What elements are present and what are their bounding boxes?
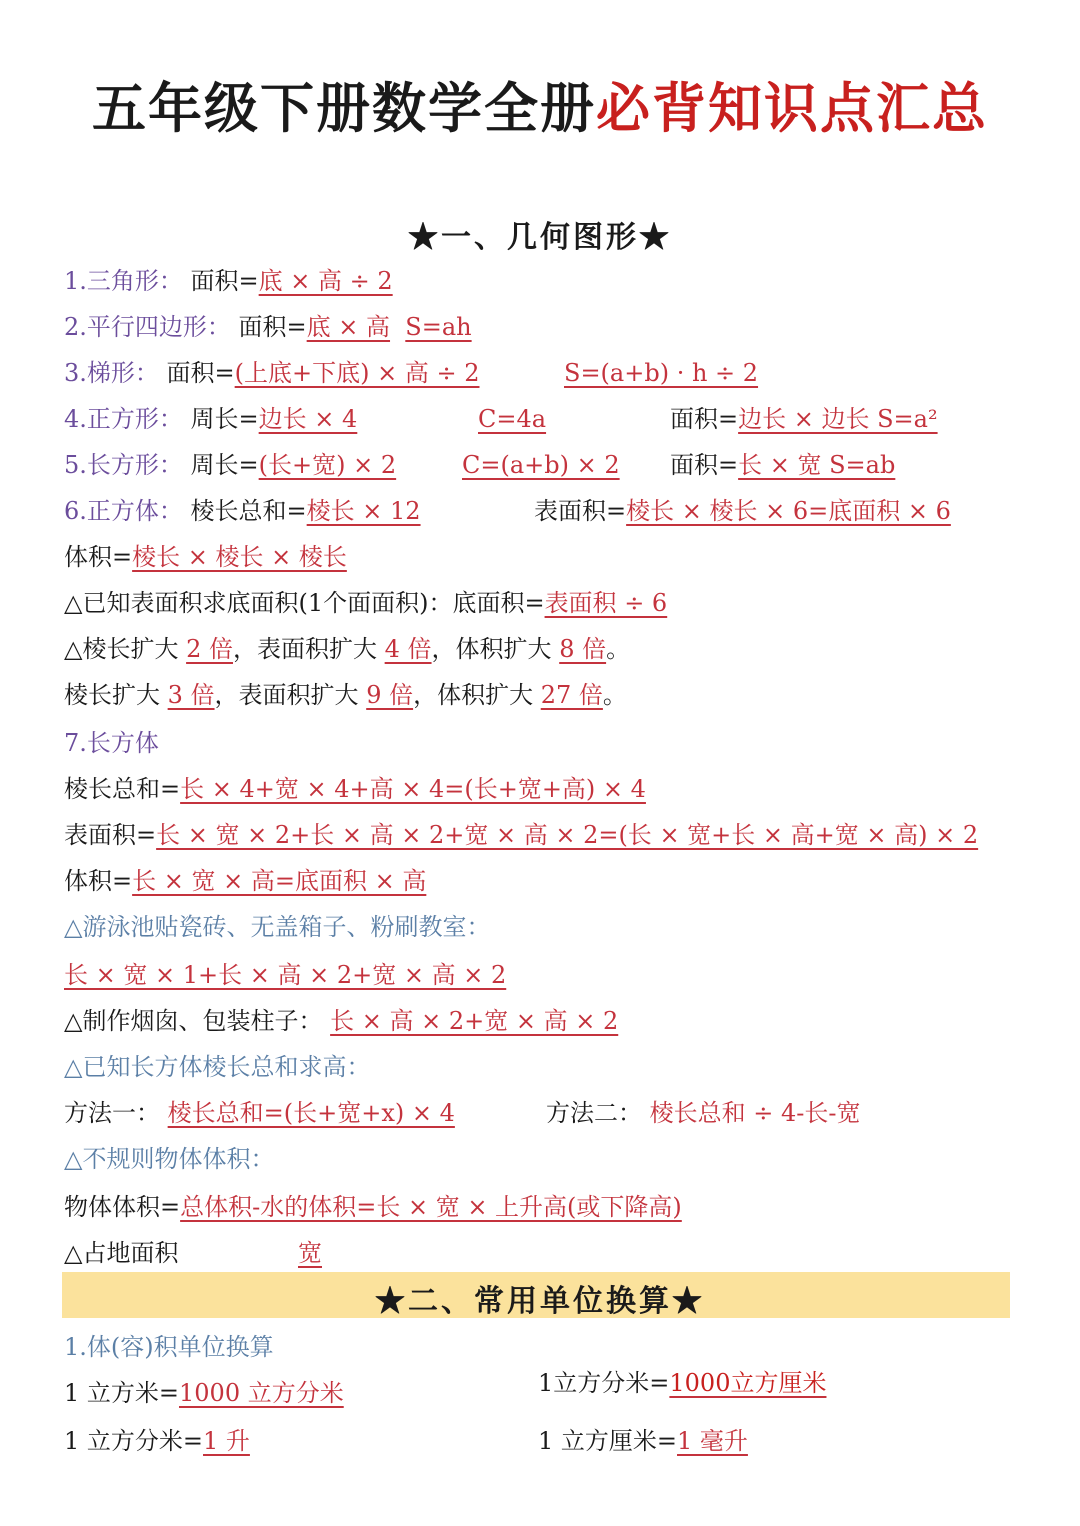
text: 面积= bbox=[190, 267, 259, 295]
row-square bbox=[64, 402, 357, 436]
square-area bbox=[670, 402, 938, 436]
answer: 4 倍 bbox=[384, 635, 432, 663]
answer: 棱长总和=(长+宽+x) × 4 bbox=[167, 1099, 455, 1127]
row-triangle bbox=[64, 264, 393, 298]
text: 面积= bbox=[166, 359, 235, 387]
answer: 8 倍 bbox=[559, 635, 607, 663]
row-scale-3 bbox=[64, 678, 627, 712]
label-rectangle: 5.长方形： bbox=[64, 451, 183, 479]
answer: 长 × 高 × 2+宽 × 高 × 2 bbox=[330, 1007, 619, 1035]
answer-formula: C=4a bbox=[478, 405, 547, 433]
answer: 边长 × 4 bbox=[258, 405, 358, 433]
text: 1 立方分米= bbox=[64, 1427, 204, 1455]
answer: 1 升 bbox=[203, 1427, 250, 1455]
answer: 9 倍 bbox=[366, 681, 414, 709]
answer: 长 × 宽 S=ab bbox=[738, 451, 896, 479]
row-unit-1 bbox=[64, 1376, 344, 1410]
row-method-2 bbox=[546, 1096, 861, 1130]
answer: 底 × 高 bbox=[306, 313, 391, 341]
row-tiling-formula bbox=[64, 958, 506, 992]
answer: 长 × 宽 × 高=底面积 × 高 bbox=[132, 867, 427, 895]
text: 。 bbox=[602, 681, 627, 709]
rectangle-perimeter-formula bbox=[462, 448, 620, 482]
answer: 27 倍 bbox=[540, 681, 603, 709]
answer: 长 × 4+宽 × 4+高 × 4=(长+宽+高) × 4 bbox=[180, 775, 646, 803]
label-cuboid: 7.长方体 bbox=[64, 729, 159, 757]
text: ，表面积扩大 bbox=[214, 681, 367, 709]
text: 表面积= bbox=[534, 497, 627, 525]
text: 物体体积= bbox=[64, 1193, 181, 1221]
square-perimeter-formula bbox=[478, 402, 546, 436]
row-cuboid-surface bbox=[64, 818, 978, 852]
rectangle-area bbox=[670, 448, 895, 482]
row-unit-4 bbox=[538, 1424, 748, 1458]
text: 周长= bbox=[190, 405, 259, 433]
answer: 2 倍 bbox=[186, 635, 233, 663]
answer: 长 × 宽 × 1+长 × 高 × 2+宽 × 高 × 2 bbox=[64, 961, 507, 989]
label-cube: 6.正方体： bbox=[64, 497, 183, 525]
answer: 长 × 宽 × 2+长 × 高 × 2+宽 × 高 × 2=(长 × 宽+长 × 高+宽 × 高) × 2 bbox=[156, 821, 979, 849]
text: 面积= bbox=[238, 313, 307, 341]
text: 棱长扩大 bbox=[64, 681, 168, 709]
cube-surface-area bbox=[534, 494, 951, 528]
label-parallelogram: 2.平行四边形： bbox=[64, 313, 231, 341]
row-base-area bbox=[64, 586, 667, 620]
label-irregular-volume: △不规则物体体积： bbox=[64, 1145, 275, 1173]
row-unit-2 bbox=[538, 1366, 826, 1400]
row-floor-area bbox=[64, 1236, 178, 1270]
label-triangle: 1.三角形： bbox=[64, 267, 183, 295]
answer-formula: C=(a+b) × 2 bbox=[462, 451, 620, 479]
label-tiling: △游泳池贴瓷砖、无盖箱子、粉刷教室： bbox=[64, 913, 491, 941]
row-parallelogram bbox=[64, 310, 472, 344]
label-find-height: △已知长方体棱长总和求高： bbox=[64, 1053, 371, 1081]
answer-formula: S=ah bbox=[405, 313, 472, 341]
text: 面积= bbox=[670, 405, 739, 433]
answer: 总体积-水的体积=长 × 宽 × 上升高(或下降高) bbox=[180, 1193, 682, 1221]
text: ，体积扩大 bbox=[431, 635, 560, 663]
answer: 棱长 × 棱长 × 棱长 bbox=[132, 543, 347, 571]
row-object-volume bbox=[64, 1190, 682, 1224]
answer: 表面积 ÷ 6 bbox=[544, 589, 668, 617]
row-cuboid-volume bbox=[64, 864, 426, 898]
answer: 棱长 × 12 bbox=[306, 497, 421, 525]
section-heading-units: ★二、常用单位换算★ bbox=[375, 1284, 705, 1319]
text: 。 bbox=[606, 635, 631, 663]
answer: 底 × 高 ÷ 2 bbox=[258, 267, 393, 295]
text: 表面积= bbox=[64, 821, 157, 849]
text: 1立方分米= bbox=[538, 1369, 670, 1397]
answer: 1 毫升 bbox=[677, 1427, 748, 1455]
answer: 棱长 × 棱长 × 6=底面积 × 6 bbox=[626, 497, 951, 525]
label-square: 4.正方形： bbox=[64, 405, 183, 433]
text: △制作烟囱、包装柱子： bbox=[64, 1007, 323, 1035]
row-chimney bbox=[64, 1004, 618, 1038]
text: 1 立方米= bbox=[64, 1379, 180, 1407]
row-scale-2 bbox=[64, 632, 630, 666]
row-rectangle bbox=[64, 448, 396, 482]
text: 棱长总和= bbox=[190, 497, 307, 525]
answer: (上底+下底) × 高 ÷ 2 bbox=[234, 359, 480, 387]
row-cuboid-edges bbox=[64, 772, 646, 806]
text: △占地面积 bbox=[64, 1239, 179, 1267]
answer: 3 倍 bbox=[167, 681, 215, 709]
answer: 宽 bbox=[298, 1239, 322, 1267]
text: ，体积扩大 bbox=[413, 681, 541, 709]
text: △已知表面积求底面积(1个面面积)：底面积= bbox=[64, 589, 545, 617]
answer: 1000立方厘米 bbox=[669, 1369, 827, 1397]
text: 周长= bbox=[190, 451, 259, 479]
text: 面积= bbox=[670, 451, 739, 479]
answer: 1000 立方分米 bbox=[179, 1379, 344, 1407]
text: △棱长扩大 bbox=[64, 635, 187, 663]
trapezoid-formula bbox=[564, 356, 758, 390]
row-cube bbox=[64, 494, 421, 528]
text: 体积= bbox=[64, 867, 133, 895]
text: 方法一： bbox=[64, 1099, 160, 1127]
text: ，表面积扩大 bbox=[233, 635, 385, 663]
answer-formula: S=(a+b) · h ÷ 2 bbox=[564, 359, 759, 387]
answer: (长+宽) × 2 bbox=[258, 451, 397, 479]
text: 棱长总和= bbox=[64, 775, 181, 803]
row-method-1 bbox=[64, 1096, 455, 1130]
title-red: 必背知识点汇总 bbox=[596, 77, 988, 140]
text: 1 立方厘米= bbox=[538, 1427, 678, 1455]
row-cube-volume bbox=[64, 540, 347, 574]
title-black: 五年级下册数学全册 bbox=[92, 77, 596, 140]
answer: 边长 × 边长 S=a² bbox=[738, 405, 938, 433]
row-unit-3 bbox=[64, 1424, 250, 1458]
text: 体积= bbox=[64, 543, 133, 571]
answer: 棱长总和 ÷ 4-长-宽 bbox=[649, 1099, 861, 1127]
label-trapezoid: 3.梯形： bbox=[64, 359, 159, 387]
page-title bbox=[0, 66, 1080, 143]
label-volume-units: 1.体(容)积单位换算 bbox=[64, 1333, 274, 1361]
floor-area-answer bbox=[258, 1236, 322, 1270]
section-heading-geometry: ★一、几何图形★ bbox=[408, 220, 672, 255]
row-trapezoid bbox=[64, 356, 480, 390]
text: 方法二： bbox=[546, 1099, 642, 1127]
